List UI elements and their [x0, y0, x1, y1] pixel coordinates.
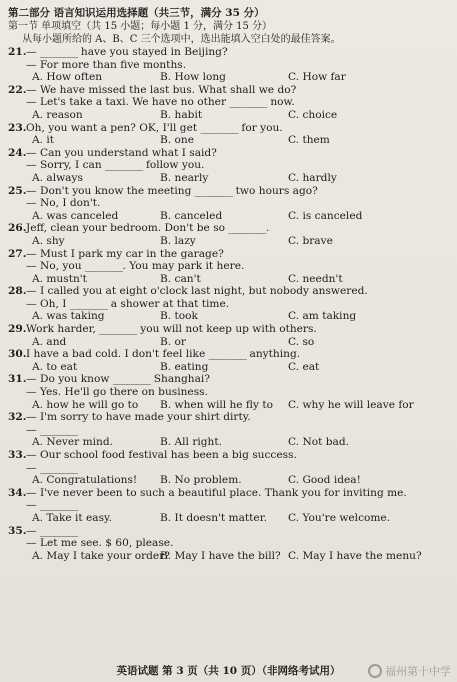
answer-blank: ________: [39, 499, 78, 512]
options-row: [8, 336, 447, 349]
question-text: [26, 487, 407, 500]
option-c: C. You're welcome.: [288, 511, 391, 524]
question-indent: [8, 260, 26, 273]
options-row: [8, 172, 447, 185]
option-b: B. nearly: [160, 171, 209, 184]
text-segment: for you.: [238, 121, 283, 134]
question-text: [26, 449, 297, 462]
option-a: A. mustn't: [32, 272, 87, 285]
question-line: [8, 46, 447, 59]
text-segment: .: [265, 222, 270, 235]
question-number: 29.: [8, 323, 27, 336]
option-c: C. How far: [288, 71, 346, 84]
question-indent: [8, 537, 26, 550]
text-segment: I have a bad cold. I don't feel like: [26, 348, 209, 361]
question-text: [26, 462, 78, 475]
question-line: [8, 185, 447, 198]
question-item: [8, 222, 447, 247]
option-b: B. lazy: [160, 234, 196, 247]
text-segment: — We have missed the last bus. What shall we do?: [26, 83, 297, 96]
text-segment: — Must I park my car in the garage?: [26, 247, 224, 260]
section-heading: 第一节 单项填空（共 15 小题；每小题 1 分，满分 15 分）: [8, 21, 273, 32]
options-row: [8, 512, 447, 525]
text-segment: — No, I don't.: [26, 197, 101, 210]
option-a: A. how he will go to: [32, 398, 139, 411]
option-a: A. Never mind.: [32, 436, 114, 449]
question-number: 26.: [8, 222, 27, 235]
question-text: [26, 185, 318, 198]
question-line: [8, 424, 447, 437]
question-line: [8, 373, 447, 386]
answer-blank: ________: [208, 348, 247, 361]
option-c: C. hardly: [288, 171, 337, 184]
question-line: [8, 487, 447, 500]
option-b: B. All right.: [160, 436, 222, 449]
question-line: [8, 122, 447, 135]
question-indent: [8, 96, 26, 109]
text-segment: Work harder,: [26, 323, 100, 336]
question-line: [8, 96, 447, 109]
option-a: A. was canceled: [32, 209, 119, 222]
question-text: [26, 197, 100, 210]
option-c: C. choice: [288, 108, 338, 121]
answer-blank: ________: [99, 323, 137, 336]
option-c: C. Good idea!: [288, 474, 361, 487]
question-text: [26, 285, 368, 298]
text-segment: now.: [266, 96, 295, 109]
option-c: C. is canceled: [288, 209, 363, 222]
text-segment: — Can you understand what I said?: [26, 146, 217, 159]
question-line: [8, 499, 447, 512]
question-line: [8, 525, 447, 538]
question-text: [26, 159, 204, 172]
question-number: 23.: [8, 121, 27, 134]
question-text: [26, 122, 283, 135]
option-a: A. and: [32, 335, 67, 348]
options-row: [8, 210, 447, 223]
option-b: B. or: [160, 335, 186, 348]
text-segment: — I called you at eight o'clock last night, but nobody answered.: [26, 285, 368, 298]
text-segment: —: [26, 524, 40, 537]
question-line: [8, 59, 447, 72]
question-line: [8, 84, 447, 97]
question-number: 33.: [8, 449, 27, 461]
answer-blank: ________: [84, 260, 123, 273]
option-a: A. Take it easy.: [32, 511, 112, 524]
text-segment: Shanghai?: [150, 373, 210, 386]
question-indent: [8, 298, 26, 311]
question-item: [8, 122, 447, 147]
question-number: 22.: [8, 83, 27, 96]
watermark-logo-icon: [368, 664, 382, 678]
question-line: [8, 248, 447, 261]
options-row: [8, 361, 447, 374]
answer-blank: ________: [229, 96, 267, 109]
option-b: B. It doesn't matter.: [160, 511, 267, 524]
options-row: [8, 273, 447, 286]
text-segment: —: [26, 46, 40, 58]
question-text: [26, 424, 78, 437]
question-line: [8, 197, 447, 210]
question-item: [8, 348, 447, 373]
option-a: A. reason: [32, 108, 83, 121]
question-line: [8, 462, 447, 475]
text-segment: — I've never been to such a beautiful place. Thank you for inviting me.: [26, 486, 407, 499]
option-c: C. eat: [288, 360, 320, 373]
question-item: [8, 411, 447, 449]
option-b: B. can't: [160, 272, 201, 285]
option-b: B. habit: [160, 108, 203, 121]
question-item: [8, 84, 447, 122]
question-item: [8, 323, 447, 348]
text-segment: — Don't you know the meeting: [26, 184, 195, 197]
question-indent: [8, 462, 26, 475]
option-b: B. No problem.: [160, 474, 242, 487]
option-c: C. them: [288, 134, 330, 147]
question-text: [26, 373, 210, 386]
options-row: [8, 310, 447, 323]
question-item: [8, 248, 447, 286]
text-segment: two hours ago?: [232, 184, 318, 197]
question-number: 31.: [8, 373, 27, 386]
text-segment: — Sorry, I can: [26, 159, 106, 172]
options-row: [8, 474, 447, 487]
answer-blank: ________: [228, 222, 266, 235]
question-indent: [8, 386, 26, 399]
question-item: [8, 185, 447, 223]
text-segment: — For more than five months.: [26, 58, 187, 71]
question-item: [8, 46, 447, 84]
options-row: [8, 436, 447, 449]
answer-blank: ________: [39, 461, 78, 474]
question-indent: [8, 159, 26, 172]
options-row: [8, 109, 447, 122]
question-line: [8, 386, 447, 399]
text-segment: — Our school food festival has been a big success.: [26, 449, 297, 461]
question-number: 27.: [8, 247, 27, 260]
options-row: [8, 399, 447, 412]
question-text: [26, 46, 228, 59]
option-c: C. needn't: [288, 272, 343, 285]
question-line: [8, 147, 447, 160]
text-segment: Jeff, clean your bedroom. Don't be so: [26, 222, 229, 235]
option-a: A. was taking: [32, 310, 105, 323]
answer-blank: ________: [39, 524, 78, 537]
question-text: [26, 84, 296, 97]
option-a: A. shy: [32, 234, 65, 247]
instruction-text: 从每小题所给的 A、B、C 三个选项中，选出能填入空白处的最佳答案。: [22, 34, 341, 45]
question-text: [26, 222, 269, 235]
option-a: A. Congratulations!: [32, 474, 138, 487]
text-segment: — No, you: [26, 260, 85, 273]
question-number: 25.: [8, 184, 27, 197]
question-indent: [8, 197, 26, 210]
option-c: C. am taking: [288, 310, 357, 323]
question-text: [26, 323, 317, 336]
option-b: B. eating: [160, 360, 209, 373]
option-b: B. May I have the bill?: [160, 549, 281, 562]
question-text: [26, 411, 251, 424]
question-line: [8, 298, 447, 311]
text-segment: a shower at that time.: [107, 297, 230, 310]
text-segment: — Yes. He'll go there on business.: [26, 386, 208, 399]
question-text: [26, 147, 217, 160]
answer-blank: ________: [200, 121, 239, 134]
text-segment: — Oh, I: [26, 297, 70, 310]
option-a: A. it: [32, 134, 55, 147]
question-text: [26, 248, 224, 261]
question-item: [8, 449, 447, 487]
options-row: [8, 134, 447, 147]
question-item: [8, 487, 447, 525]
question-line: [8, 348, 447, 361]
question-line: [8, 285, 447, 298]
option-a: A. to eat: [32, 360, 78, 373]
options-row: [8, 550, 447, 563]
text-segment: —: [26, 423, 40, 436]
question-number: 28.: [8, 285, 27, 298]
option-c: C. Not bad.: [288, 436, 349, 449]
text-segment: —: [26, 461, 40, 474]
options-row: [8, 71, 447, 84]
option-c: C. May I have the menu?: [288, 549, 422, 562]
question-number: 35.: [8, 524, 27, 537]
page-footer: 英语试题 第 3 页（共 10 页）（非网络考试用）: [116, 665, 341, 677]
question-text: [26, 348, 300, 361]
option-c: C. why he will leave for: [288, 398, 414, 411]
option-b: B. How long: [160, 71, 226, 84]
question-indent: [8, 499, 26, 512]
text-segment: follow you.: [142, 159, 205, 172]
option-a: A. always: [32, 171, 83, 184]
question-item: [8, 285, 447, 323]
question-list: [8, 46, 447, 562]
question-line: [8, 260, 447, 273]
question-indent: [8, 59, 26, 72]
question-number: 32.: [8, 411, 27, 424]
option-c: C. brave: [288, 234, 333, 247]
option-a: A. How often: [32, 71, 103, 84]
answer-blank: ________: [39, 423, 78, 436]
text-segment: —: [26, 499, 40, 512]
option-b: B. canceled: [160, 209, 223, 222]
watermark-text: 福州第十中学: [385, 665, 451, 678]
option-c: C. so: [288, 335, 315, 348]
option-a: A. May I take your order?: [32, 549, 170, 562]
answer-blank: ________: [105, 159, 143, 172]
question-item: [8, 147, 447, 185]
question-text: [26, 59, 186, 72]
question-text: [26, 525, 78, 538]
options-row: [8, 235, 447, 248]
question-text: [26, 537, 173, 550]
answer-blank: ________: [69, 297, 108, 310]
option-b: B. one: [160, 134, 194, 147]
answer-blank: ________: [39, 46, 78, 58]
question-indent: [8, 424, 26, 437]
question-text: [26, 386, 208, 399]
option-b: B. took: [160, 310, 198, 323]
question-line: [8, 159, 447, 172]
question-line: [8, 222, 447, 235]
text-segment: you will not keep up with others.: [136, 323, 317, 336]
question-number: 34.: [8, 486, 27, 499]
question-number: 24.: [8, 146, 27, 159]
question-number: 30.: [8, 348, 27, 361]
text-segment: Oh, you want a pen? OK, I'll get: [26, 121, 201, 134]
text-segment: have you stayed in Beijing?: [77, 46, 228, 58]
question-number: 21.: [8, 46, 27, 58]
question-text: [26, 96, 295, 109]
text-segment: anything.: [246, 348, 301, 361]
question-line: [8, 411, 447, 424]
text-segment: . You may park it here.: [122, 260, 245, 273]
text-segment: — Do you know: [26, 373, 113, 386]
question-line: [8, 537, 447, 550]
text-segment: — Let's take a taxi. We have no other: [26, 96, 230, 109]
question-item: [8, 525, 447, 563]
option-b: B. when will he fly to: [160, 398, 273, 411]
question-text: [26, 499, 78, 512]
answer-blank: ________: [194, 184, 233, 197]
question-line: [8, 323, 447, 336]
answer-blank: ________: [112, 373, 151, 386]
text-segment: — I'm sorry to have made your shirt dirty.: [26, 411, 251, 424]
part-heading: 第二部分 语言知识运用选择题（共三节，满分 35 分）: [8, 7, 265, 19]
question-line: [8, 449, 447, 462]
text-segment: — Let me see. $ 60, please.: [26, 537, 174, 550]
question-item: [8, 373, 447, 411]
watermark: [368, 663, 451, 679]
question-text: [26, 298, 229, 311]
question-text: [26, 260, 244, 273]
